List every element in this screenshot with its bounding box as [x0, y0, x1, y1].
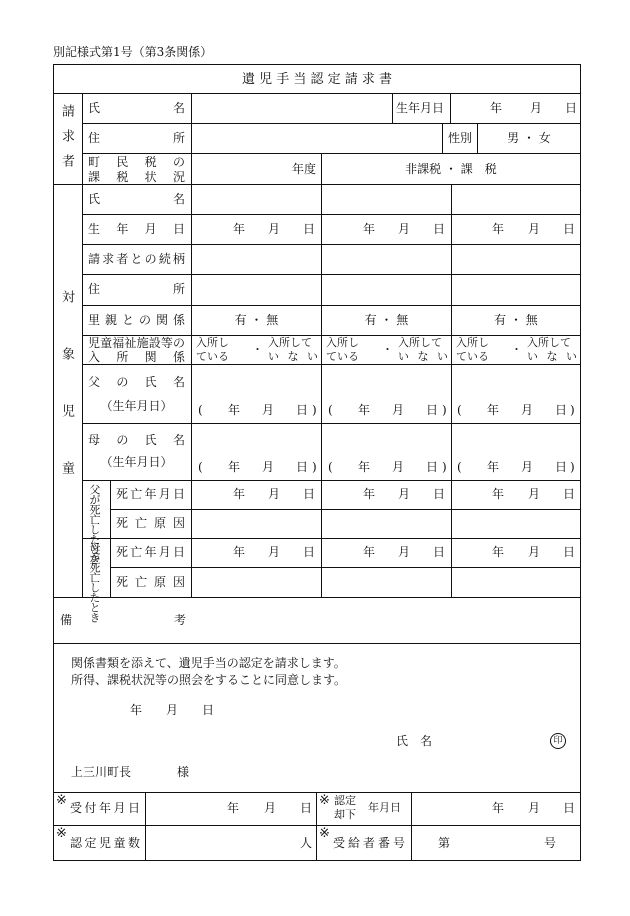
child-1-foster: 有 ・ 無 — [234, 313, 279, 327]
child-address-label: 住所 — [88, 282, 185, 296]
child-foster-label: 里親との関係 — [88, 313, 185, 327]
mother-birth-label: （生年月日） — [100, 455, 173, 469]
form-title: 遺 児 手 当 認 定 請 求 書 — [241, 72, 393, 87]
addressee: 上三川町長 — [71, 765, 132, 779]
child-count-unit: 人 — [300, 836, 313, 850]
tax-status: 非課税 ・ 課 税 — [405, 162, 497, 176]
child-2-foster: 有 ・ 無 — [364, 313, 409, 327]
decision-label-approve: 認定 — [334, 794, 356, 807]
child-3-foster: 有 ・ 無 — [494, 313, 538, 327]
father-death-side-label: 父が死亡したとき — [88, 484, 101, 564]
mother-death-date-label: 死亡年月日 — [116, 545, 185, 559]
father-name-label: 父の氏名 — [88, 375, 185, 389]
child-facility-label-1: 児童福祉施設等の — [88, 336, 185, 350]
claimant-name-label: 氏名 — [88, 101, 185, 115]
seal-icon: 印 — [550, 733, 566, 749]
addressee-suffix: 様 — [177, 765, 190, 779]
tax-label-line1: 町民税の — [88, 155, 185, 169]
mother-death-side-label: 母が死亡したとき — [88, 542, 101, 622]
child-name-label: 氏名 — [88, 192, 185, 206]
office-mark-decision: ※ — [319, 793, 330, 808]
recipient-no-prefix: 第 — [438, 836, 451, 850]
received-date-label: 受付年月日 — [70, 801, 140, 815]
claimant-gender-label: 性別 — [448, 131, 473, 145]
claimant-address-label: 住所 — [88, 131, 185, 145]
recipient-no-suffix: 号 — [544, 836, 557, 850]
tax-year: 年度 — [292, 162, 317, 176]
tax-label-line2: 課税状況 — [88, 170, 185, 184]
remarks-label-right: 考 — [174, 613, 187, 627]
decision-label-date: 年月日 — [368, 801, 401, 814]
child-relation-label: 請求者との続柄 — [88, 252, 185, 266]
claimant-gender-value: 男 ・ 女 — [507, 131, 551, 145]
child-facility-label-2: 入所関係 — [88, 350, 185, 364]
father-death-cause-label: 死亡原因 — [116, 516, 185, 530]
office-mark-recipient: ※ — [319, 826, 330, 841]
claimant-birth-label: 生年月日 — [396, 101, 445, 115]
child-count-label: 認定児童数 — [70, 836, 140, 850]
declaration-line-1: 関係書類を添えて、遺児手当の認定を請求します。 — [71, 656, 346, 670]
office-mark-received: ※ — [56, 793, 67, 808]
signature-label: 氏 名 — [396, 734, 433, 748]
children-side-label: 対象児童 — [59, 290, 74, 518]
form-id: 別記様式第1号（第3条関係） — [53, 45, 213, 59]
declaration-line-2: 所得、課税状況等の照会をすることに同意します。 — [71, 673, 347, 687]
decision-label-reject: 却下 — [334, 808, 356, 821]
mother-name-label: 母の氏名 — [88, 433, 185, 447]
mother-death-cause-label: 死亡原因 — [116, 575, 185, 589]
claimant-side-label: 請求者 — [59, 104, 74, 179]
father-death-date-label: 死亡年月日 — [116, 487, 185, 501]
father-birth-label: （生年月日） — [100, 399, 173, 413]
office-mark-count: ※ — [56, 826, 67, 841]
recipient-no-label: 受給者番号 — [333, 836, 405, 850]
child-birth-label: 生年月日 — [88, 222, 185, 236]
remarks-label-left: 備 — [60, 613, 73, 627]
